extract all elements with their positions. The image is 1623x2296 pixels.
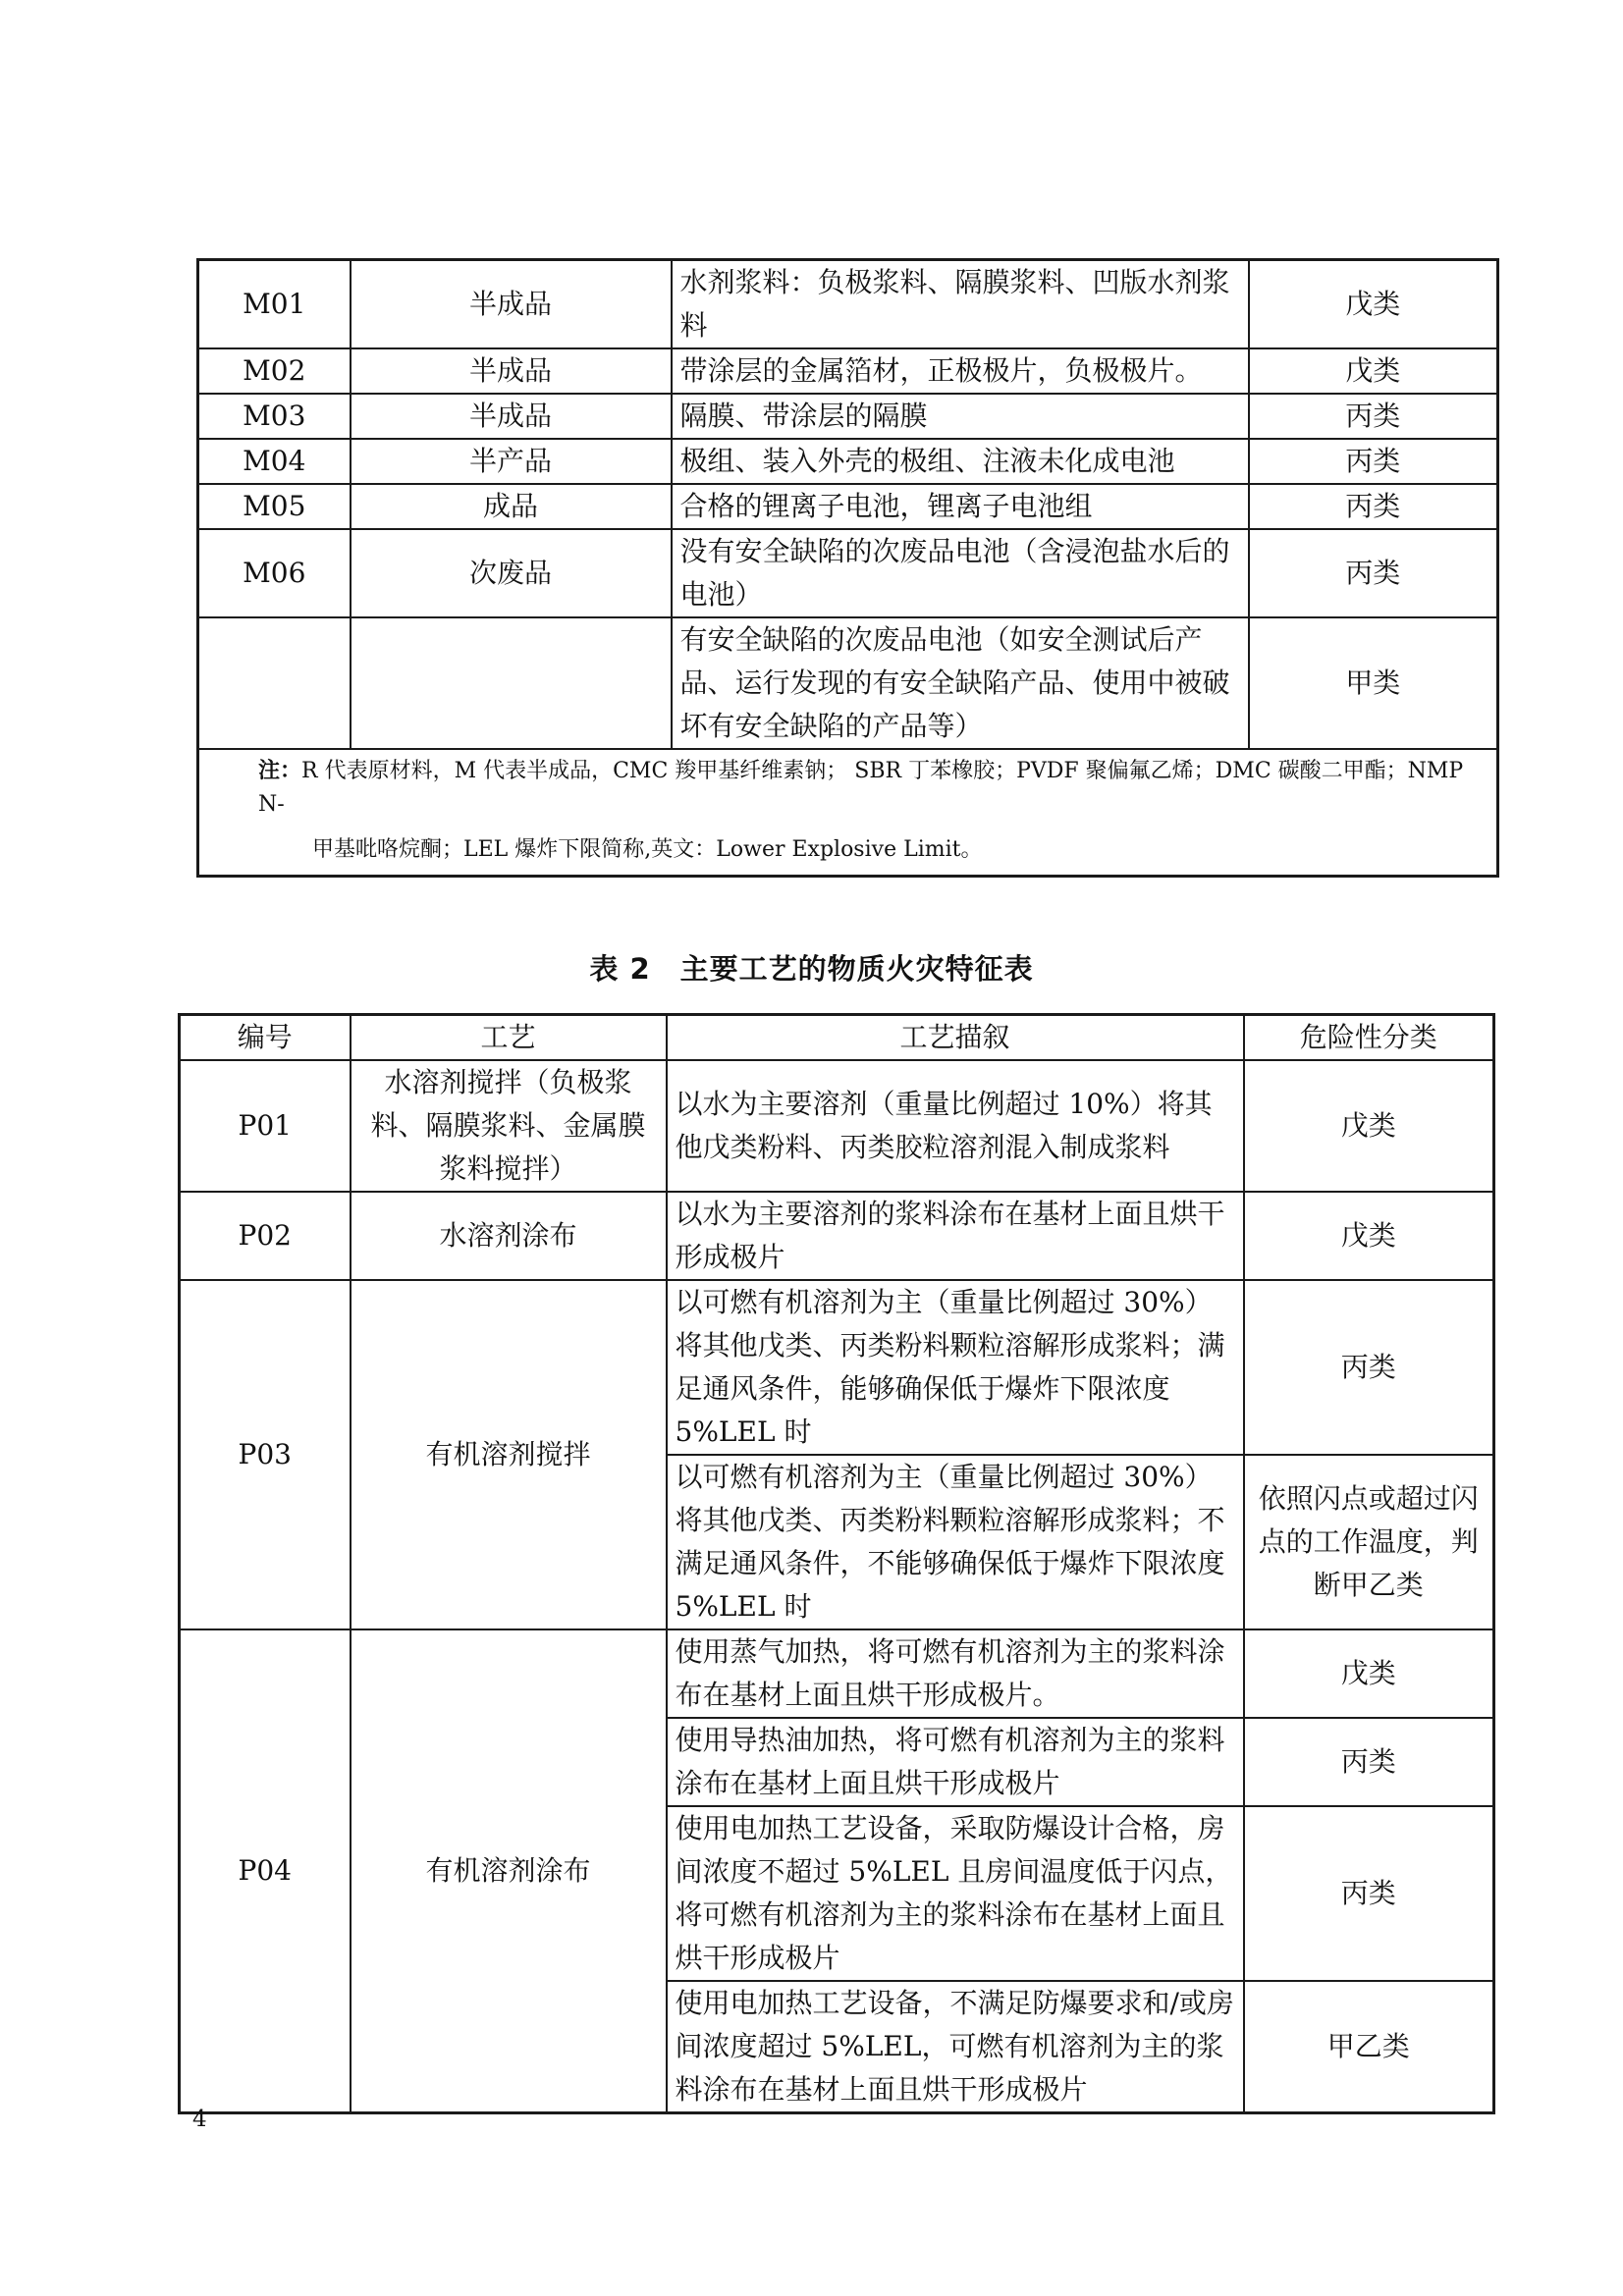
table-row xyxy=(198,529,1498,617)
class-cell: 戊类 xyxy=(1249,348,1498,394)
process-cell: 有机溶剂搅拌 xyxy=(351,1280,667,1629)
description-cell: 有安全缺陷的次废品电池（如安全测试后产品、运行发现的有安全缺陷产品、使用中被破坏有安全缺陷的产品等） xyxy=(672,617,1249,749)
process-cell: 有机溶剂涂布 xyxy=(351,1629,667,2113)
category-cell: 半成品 xyxy=(351,394,672,439)
description-cell: 没有安全缺陷的次废品电池（含浸泡盐水后的电池） xyxy=(672,529,1249,617)
table-row xyxy=(198,484,1498,529)
table-row xyxy=(198,617,1498,749)
table-row xyxy=(180,1280,1494,1455)
class-cell: 丙类 xyxy=(1244,1280,1494,1455)
table-row xyxy=(180,1192,1494,1280)
process-fire-table xyxy=(178,1013,1495,2114)
category-cell xyxy=(351,617,672,749)
class-cell: 丙类 xyxy=(1249,484,1498,529)
code-cell: P01 xyxy=(180,1060,351,1192)
table-row xyxy=(198,348,1498,394)
description-cell: 以水为主要溶剂的浆料涂布在基材上面且烘干形成极片 xyxy=(667,1192,1244,1280)
description-cell: 以水为主要溶剂（重量比例超过 10%）将其他戊类粉料、丙类胶粒溶剂混入制成浆料 xyxy=(667,1060,1244,1192)
table-row xyxy=(198,394,1498,439)
table-row xyxy=(180,1629,1494,1718)
note-line-1: R 代表原材料，M 代表半成品，CMC 羧甲基纤维素钠； SBR 丁苯橡胶；PVDF 聚偏氟乙烯；DMC 碳酸二甲酯；NMP N- xyxy=(258,759,1464,817)
header-code: 编号 xyxy=(180,1015,351,1061)
page-number: 4 xyxy=(192,2107,207,2132)
note-row xyxy=(198,749,1498,877)
class-cell: 丙类 xyxy=(1244,1806,1494,1981)
code-cell: M05 xyxy=(198,484,351,529)
class-cell: 丙类 xyxy=(1249,529,1498,617)
code-cell: P02 xyxy=(180,1192,351,1280)
class-cell: 甲乙类 xyxy=(1244,1981,1494,2113)
process-cell: 水溶剂搅拌（负极浆料、隔膜浆料、金属膜浆料搅拌） xyxy=(351,1060,667,1192)
table-caption: 表 2 主要工艺的物质火灾特征表 xyxy=(589,952,1034,986)
class-cell: 戊类 xyxy=(1244,1629,1494,1718)
class-cell: 丙类 xyxy=(1244,1718,1494,1806)
code-cell: M02 xyxy=(198,348,351,394)
code-cell: M04 xyxy=(198,439,351,484)
header-class: 危险性分类 xyxy=(1244,1015,1494,1061)
table-row xyxy=(180,1060,1494,1192)
header-row xyxy=(180,1015,1494,1061)
description-cell: 使用导热油加热，将可燃有机溶剂为主的浆料涂布在基材上面且烘干形成极片 xyxy=(667,1718,1244,1806)
class-cell: 依照闪点或超过闪点的工作温度，判断甲乙类 xyxy=(1244,1455,1494,1629)
code-cell xyxy=(198,617,351,749)
category-cell: 次废品 xyxy=(351,529,672,617)
materials-table-continued xyxy=(196,258,1499,878)
description-cell: 使用蒸气加热，将可燃有机溶剂为主的浆料涂布在基材上面且烘干形成极片。 xyxy=(667,1629,1244,1718)
code-cell: P03 xyxy=(180,1280,351,1629)
header-process: 工艺 xyxy=(351,1015,667,1061)
class-cell: 甲类 xyxy=(1249,617,1498,749)
class-cell: 戊类 xyxy=(1244,1192,1494,1280)
class-cell: 戊类 xyxy=(1249,260,1498,349)
description-cell: 以可燃有机溶剂为主（重量比例超过 30%）将其他戊类、丙类粉料颗粒溶解形成浆料；满足通风条件，能够确保低于爆炸下限浓度 5%LEL 时 xyxy=(667,1280,1244,1455)
class-cell: 丙类 xyxy=(1249,439,1498,484)
table-row xyxy=(198,439,1498,484)
description-cell: 极组、装入外壳的极组、注液未化成电池 xyxy=(672,439,1249,484)
category-cell: 半产品 xyxy=(351,439,672,484)
description-cell: 使用电加热工艺设备，采取防爆设计合格，房间浓度不超过 5%LEL 且房间温度低于闪点，将可燃有机溶剂为主的浆料涂布在基材上面且烘干形成极片 xyxy=(667,1806,1244,1981)
code-cell: P04 xyxy=(180,1629,351,2113)
code-cell: M01 xyxy=(198,260,351,349)
table-row xyxy=(198,260,1498,349)
class-cell: 丙类 xyxy=(1249,394,1498,439)
description-cell: 隔膜、带涂层的隔膜 xyxy=(672,394,1249,439)
class-cell: 戊类 xyxy=(1244,1060,1494,1192)
header-description: 工艺描叙 xyxy=(667,1015,1244,1061)
description-cell: 使用电加热工艺设备，不满足防爆要求和/或房间浓度超过 5%LEL，可燃有机溶剂为主的浆料涂布在基材上面且烘干形成极片 xyxy=(667,1981,1244,2113)
category-cell: 半成品 xyxy=(351,260,672,349)
table-note xyxy=(198,749,1498,877)
category-cell: 成品 xyxy=(351,484,672,529)
code-cell: M06 xyxy=(198,529,351,617)
note-label: 注： xyxy=(258,758,302,783)
code-cell: M03 xyxy=(198,394,351,439)
description-cell: 水剂浆料：负极浆料、隔膜浆料、凹版水剂浆料 xyxy=(672,260,1249,349)
description-cell: 合格的锂离子电池，锂离子电池组 xyxy=(672,484,1249,529)
description-cell: 以可燃有机溶剂为主（重量比例超过 30%）将其他戊类、丙类粉料颗粒溶解形成浆料；不满足通风条件，不能够确保低于爆炸下限浓度 5%LEL 时 xyxy=(667,1455,1244,1629)
category-cell: 半成品 xyxy=(351,348,672,394)
process-cell: 水溶剂涂布 xyxy=(351,1192,667,1280)
note-line-2: 甲基吡咯烷酮；LEL 爆炸下限简称,英文：Lower Explosive Limit。 xyxy=(312,837,983,862)
description-cell: 带涂层的金属箔材，正极极片，负极极片。 xyxy=(672,348,1249,394)
